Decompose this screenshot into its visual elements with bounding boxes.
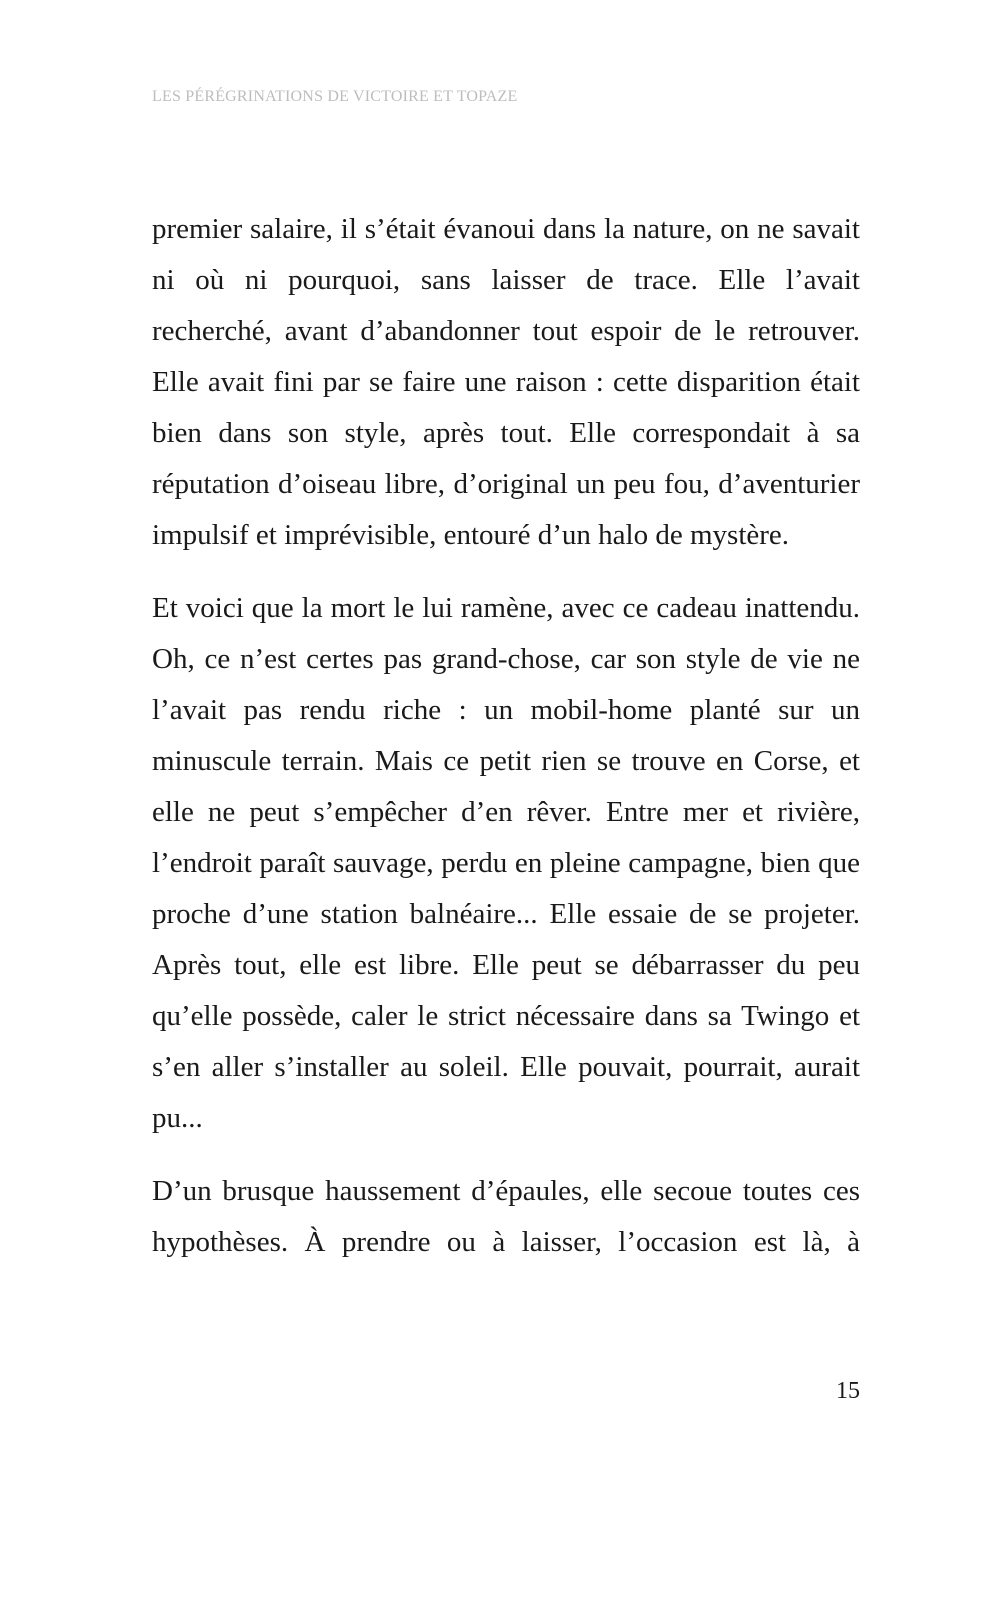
paragraph-1: premier salaire, il s’était évanoui dans la nature, on ne savait ni où ni pourquoi, sans laisser de trace. Elle l’avait recherché, avant d’abandonner tout espoir de le retrouver. Elle avait fini par se faire une raison : cette disparition était bien dans son style, après tout. Elle correspondait à sa réputation d’oiseau libre, d’original un peu fou, d’aventurier impulsif et imprévisible, entouré d’un halo de mystère.: [152, 213, 860, 551]
body-text: [152, 204, 860, 1268]
paragraph-3: D’un brusque haussement d’épaules, elle secoue toutes ces hypothèses. À prendre ou à laisser, l’occasion est là, à: [152, 1175, 860, 1258]
page-number: 15: [836, 1378, 860, 1404]
running-header: LES PÉRÉGRINATIONS DE VICTOIRE ET TOPAZE: [152, 88, 518, 105]
paragraph-2: Et voici que la mort le lui ramène, avec ce cadeau inattendu. Oh, ce n’est certes pas grand-chose, car son style de vie ne l’avait pas rendu riche : un mobil-home planté sur un minuscule terrain. Mais ce petit rien se trouve en Corse, et elle ne peut s’empêcher d’en rêver. Entre mer et rivière, l’endroit paraît sauvage, perdu en pleine campagne, bien que proche d’une station balnéaire... Elle essaie de se projeter. Après tout, elle est libre. Elle peut se débarrasser du peu qu’elle possède, caler le strict nécessaire dans sa Twingo et s’en aller s’installer au soleil. Elle pouvait, pourrait, aurait pu...: [152, 592, 860, 1134]
